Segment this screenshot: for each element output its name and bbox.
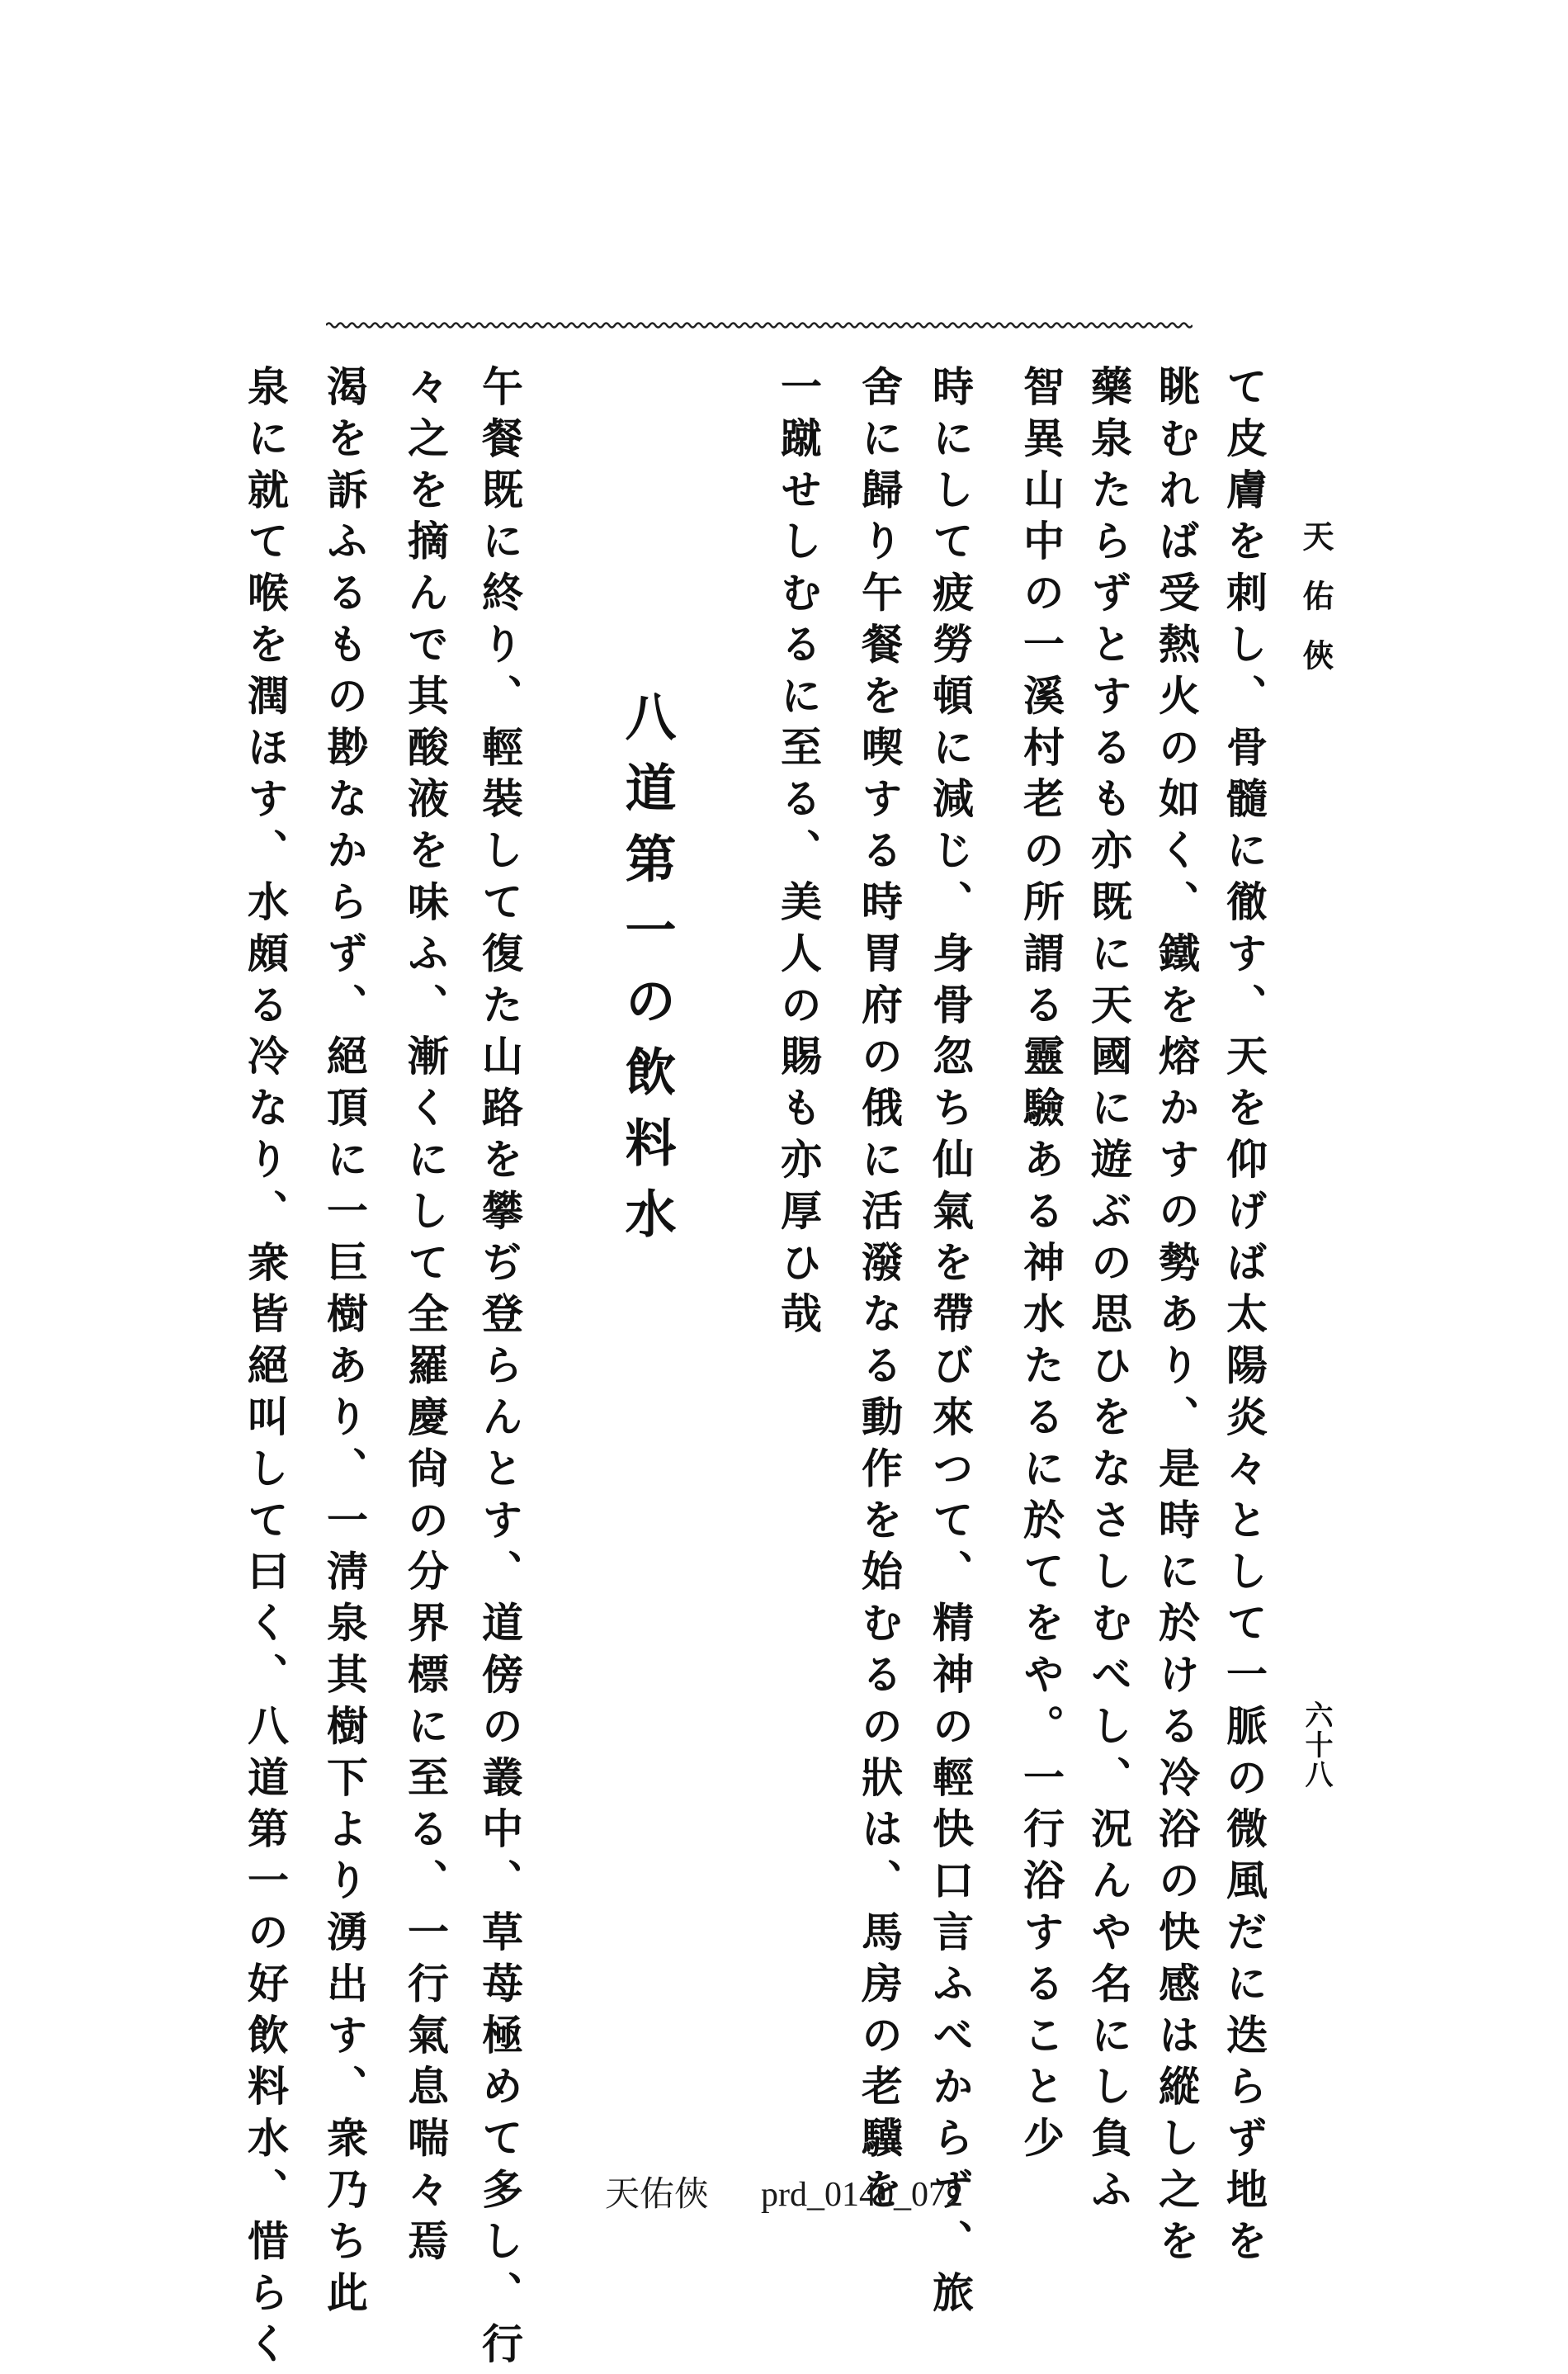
text-column: 眺むれば受熱火の如く、鐵を熔かすの勢あり、是時に於ける冷浴の快感は縱し之を <box>1152 365 1201 2271</box>
wavy-rule <box>326 320 1193 330</box>
section-heading: 八道第一の飲料水 <box>616 690 677 1258</box>
scan-footer <box>0 2167 1568 2216</box>
text-column: 一蹴せしむるに至る、美人の賜も亦厚ひ哉 <box>774 365 823 1344</box>
page-number: 六十八 <box>1300 1700 1333 1790</box>
running-title: 天佑俠 <box>1297 520 1334 698</box>
footer-book-title: 天佑俠 <box>604 2176 709 2214</box>
text-column: て皮膚を刺し、骨髓に徹す、天を仰げば太陽炎々として一脈の微風だに迭らず地を <box>1220 365 1268 2271</box>
footer-image-id: prd_0140_072 <box>761 2176 963 2214</box>
text-column: 午餐既に終り、輕裝して復た山路を攀ぢ登らんとす、道傍の叢中、草苺極めて多し、行 <box>475 365 524 2374</box>
text-column: 智異山中の一溪村老の所謂る靈驗ある神水たるに於てをや。一行浴すること少 <box>1017 365 1065 2168</box>
text-column: 々之を摘んで其酸液を味ふ、漸くにして全羅慶尙の分界標に至る、一行氣息喘々焉 <box>401 365 450 2271</box>
text-column: 時にして疲勞頓に減じ、身骨忽ち仙氣を帶び來つて、精神の輕快口言ふべからず、旅 <box>926 365 975 2323</box>
text-column: 泉に就て喉を潤ほす、水頗る冷なり、衆皆絕叫して曰く、八道第一の好飲料水、惜らく <box>241 365 290 2374</box>
text-column: 渴を訴ふるもの尠なからず、絕頂に一巨樹あり、一淸泉其樹下より湧出す、衆乃ち此 <box>320 365 369 2323</box>
text-column: 藥泉たらずとするも亦既に天國に遊ぶの思ひをなさしむべし、況んや名にし負ふ <box>1084 365 1133 2220</box>
text-column: 舍に歸り午餐を喫する時胃府の俄に活潑なる動作を始むるの狀は、馬房の老驥を <box>855 365 904 2220</box>
